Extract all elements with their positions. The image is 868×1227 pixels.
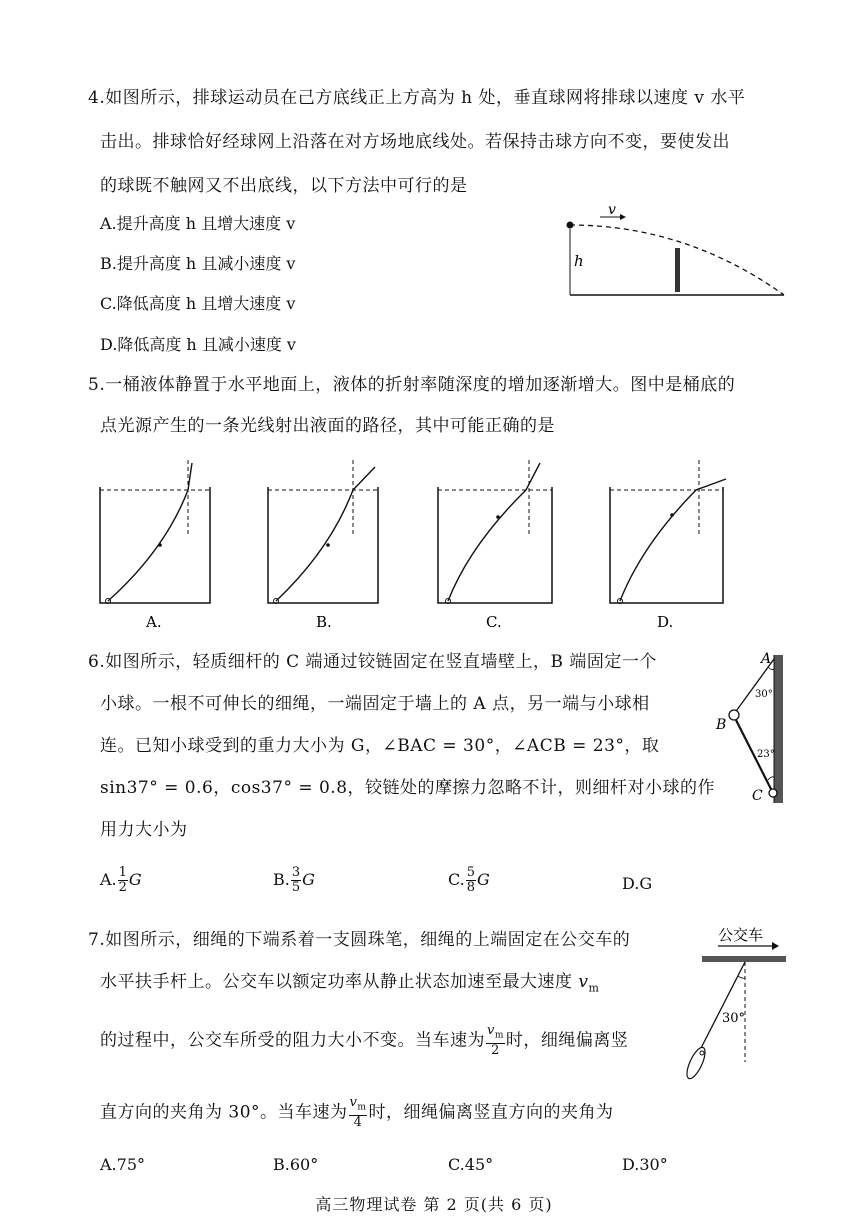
q6-option-c[interactable]: C. $\frac{5}{8}$ G	[448, 865, 490, 895]
q4-stem-line1: 4.如图所示，排球运动员在己方底线正上方高为 h 处，垂直球网将排球以速度 v 水平	[88, 88, 746, 108]
q7-handrail	[702, 956, 786, 962]
q7-option-a[interactable]: A.75°	[100, 1155, 145, 1174]
q4-v-label: v	[608, 202, 616, 218]
q6-stem-line2: 小球。一根不可伸长的细绳，一端固定于墙上的 A 点，另一端与小球相	[100, 694, 650, 714]
q6-wall	[774, 655, 783, 803]
q6-stem-line1: 6.如图所示，轻质细杆的 C 端通过铰链固定在竖直墙壁上，B 端固定一个	[88, 652, 657, 672]
q5-panel-b[interactable]	[268, 460, 378, 604]
q4-h-label: h	[574, 252, 584, 270]
q7-bus-figure	[680, 922, 790, 1087]
q6-option-d[interactable]: D.G	[622, 874, 653, 893]
q6-rod-figure	[712, 645, 792, 810]
q7-stem-line4: 直方向的夹角为 30°。当车速为 $\frac{v_m}{4}$ 时，细绳偏离竖直方向的夹角为	[100, 1095, 614, 1130]
q5-refraction-figures	[90, 455, 740, 635]
q4-stem-line2: 击出。排球恰好经球网上沿落在对方场地底线处。若保持击球方向不变，要使发出	[100, 132, 730, 152]
q5-panel-d[interactable]	[610, 460, 726, 604]
q7-stem-line1: 7.如图所示，细绳的下端系着一支圆珠笔，细绳的上端固定在公交车的	[88, 930, 631, 950]
q5-label-b: B.	[316, 613, 332, 631]
q4-ball	[567, 222, 574, 229]
q7-stem-line3: 的过程中，公交车所受的阻力大小不变。当车速为 $\frac{v_m}{2}$ 时，细绳偏离竖	[100, 1023, 629, 1058]
q6-stem-line3: 连。已知小球受到的重力大小为 G，∠BAC = 30°，∠ACB = 23°，取	[100, 736, 660, 756]
q6-stem-line4: sin37° = 0.6，cos37° = 0.8，铰链处的摩擦力忽略不计，则细杆对小球的作	[100, 778, 716, 798]
q4-option-c[interactable]: C.降低高度 h 且增大速度 v	[100, 294, 296, 313]
q4-stem-line3: 的球既不触网又不出底线，以下方法中可行的是	[100, 176, 468, 196]
q5-stem-line2: 点光源产生的一条光线射出液面的路径，其中可能正确的是	[100, 416, 555, 436]
q4-option-b[interactable]: B.提升高度 h 且减小速度 v	[100, 254, 296, 273]
q6-option-b[interactable]: B. $\frac{3}{5}$ G	[273, 865, 315, 895]
q7-bus-label: 公交车	[718, 926, 764, 944]
q6-label-b: B	[716, 717, 727, 733]
q6-label-c: C	[752, 788, 763, 804]
q6-angle-bottom: 23°	[757, 749, 775, 760]
q5-stem-line1: 5.一桶液体静置于水平地面上，液体的折射率随深度的增加逐渐增大。图中是桶底的	[88, 375, 736, 395]
q4-option-a[interactable]: A.提升高度 h 且增大速度 v	[100, 214, 296, 233]
q5-label-d: D.	[657, 613, 674, 631]
q5-label-c: C.	[486, 613, 502, 631]
q4-volleyball-figure	[556, 200, 796, 305]
q6-option-a[interactable]: A. $\frac{1}{2}$ G	[100, 865, 142, 895]
q6-label-a: A	[761, 651, 772, 667]
q6-stem-line5: 用力大小为	[100, 820, 188, 840]
q7-pen	[683, 1045, 708, 1081]
q6-ball-b	[729, 710, 739, 720]
page-footer: 高三物理试卷 第 2 页(共 6 页)	[315, 1195, 553, 1214]
q7-stem-line2: 水平扶手杆上。公交车以额定功率从静止状态加速至最大速度 $v_m$	[100, 972, 600, 995]
q6-hinge-c	[769, 789, 777, 797]
q5-panel-c[interactable]	[438, 460, 552, 604]
q7-option-d[interactable]: D.30°	[622, 1155, 668, 1174]
q4-net	[675, 248, 680, 292]
q5-label-a: A.	[146, 613, 162, 631]
q7-option-b[interactable]: B.60°	[273, 1155, 319, 1174]
q7-angle-label: 30°	[722, 1011, 746, 1026]
q6-angle-top: 30°	[755, 689, 773, 700]
q7-option-c[interactable]: C.45°	[448, 1155, 494, 1174]
q5-panel-a[interactable]	[100, 460, 210, 604]
q4-option-d[interactable]: D.降低高度 h 且减小速度 v	[100, 335, 296, 354]
q7-string	[699, 962, 745, 1052]
